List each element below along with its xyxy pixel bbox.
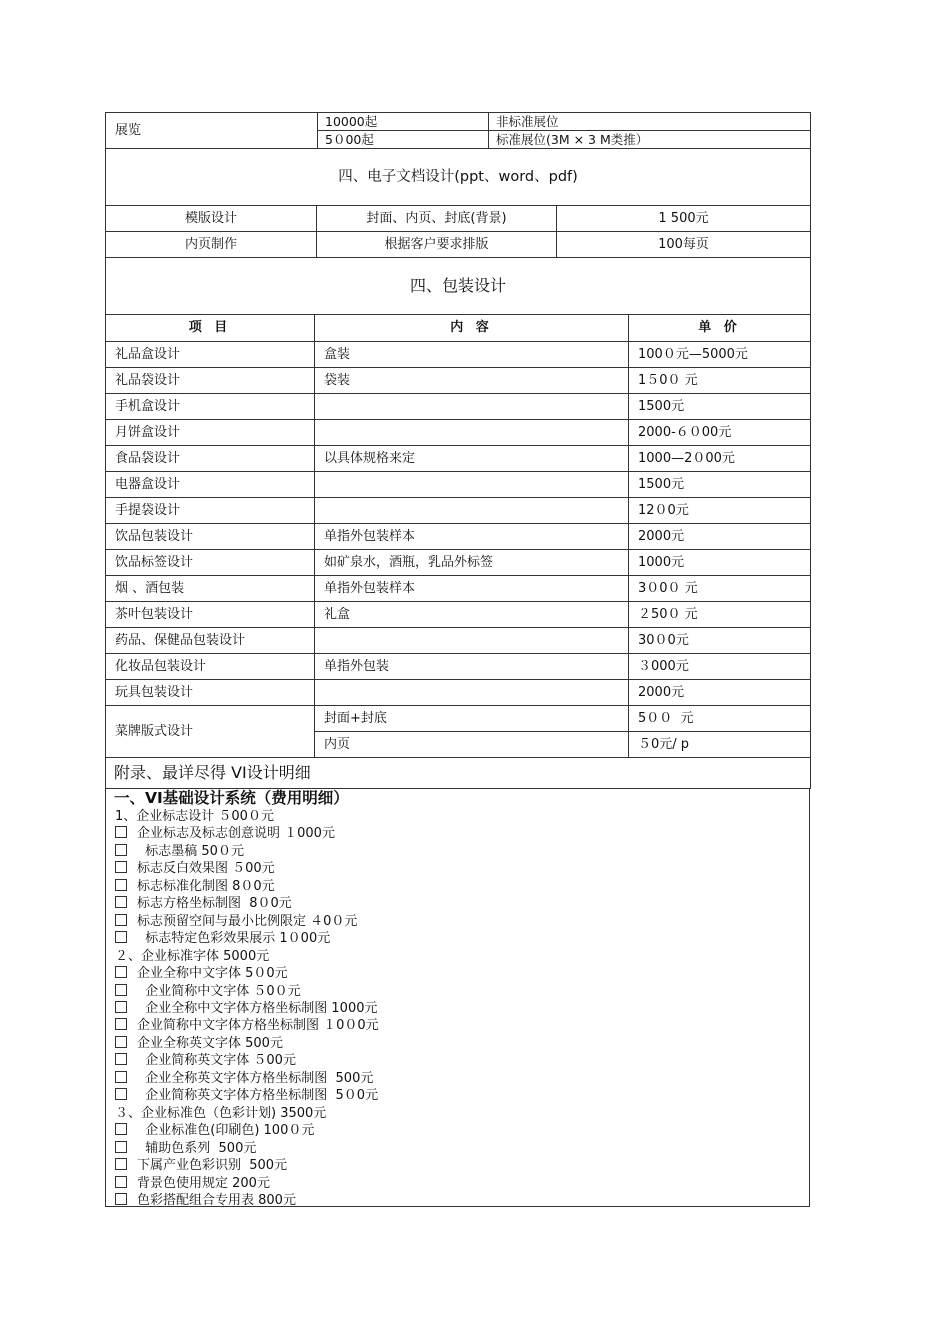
- checkbox-icon: [115, 826, 127, 838]
- packaging-content: 单指外包装样本: [315, 524, 629, 550]
- column-header-content: 内 容: [315, 315, 629, 342]
- section-title-ppt: 四、电子文档设计(ppt、word、pdf): [106, 149, 811, 206]
- table-row: [106, 472, 811, 498]
- checkbox-icon: [115, 1176, 127, 1188]
- list-item-text: 标志预留空间与最小比例限定 ４0０元: [137, 913, 358, 929]
- column-header-price: 单 价: [629, 315, 811, 342]
- vi-detail-list: [105, 789, 810, 1207]
- list-item-text: 色彩搭配组合专用表 800元: [137, 1192, 296, 1208]
- checkbox-icon: [115, 966, 127, 978]
- packaging-item: 饮品包装设计: [106, 524, 315, 550]
- checklist-item: [115, 965, 809, 982]
- document-page: [105, 112, 810, 1207]
- packaging-content: 盒装: [315, 342, 629, 368]
- table-row: [106, 524, 811, 550]
- packaging-content: [315, 680, 629, 706]
- ppt-content: 根据客户要求排版: [317, 232, 557, 258]
- checklist-item: [115, 1140, 809, 1157]
- packaging-price: 1５0０ 元: [629, 368, 811, 394]
- checklist-item: [115, 1122, 809, 1139]
- checkbox-icon: [115, 1071, 127, 1083]
- packaging-price: 1000元: [629, 550, 811, 576]
- list-item-text: 标志墨稿 50０元: [137, 843, 244, 859]
- list-item-text: 1、企业标志设计 ５00０元: [115, 809, 274, 824]
- checkbox-icon: [115, 1193, 127, 1205]
- list-subheading: [115, 948, 809, 965]
- checklist-item: [115, 913, 809, 930]
- packaging-item: 菜牌版式设计: [106, 706, 315, 758]
- packaging-content: [315, 498, 629, 524]
- table-row: [106, 654, 811, 680]
- packaging-item: 烟 、酒包装: [106, 576, 315, 602]
- packaging-content: 以具体规格来定: [315, 446, 629, 472]
- checklist-item: [115, 895, 809, 912]
- list-item-text: 下属产业色彩识别 500元: [137, 1158, 288, 1174]
- checklist-item: [115, 1017, 809, 1034]
- packaging-content: [315, 394, 629, 420]
- packaging-content: 袋装: [315, 368, 629, 394]
- packaging-price: 30０0元: [629, 628, 811, 654]
- table-row: [106, 368, 811, 394]
- checklist-item: [115, 1035, 809, 1052]
- exhibition-table: [105, 112, 811, 149]
- table-row: [106, 498, 811, 524]
- list-item-text: 企业简称中文字体方格坐标制图 １0０0元: [137, 1018, 379, 1034]
- list-item-text: 标志方格坐标制图 8０0元: [137, 896, 292, 912]
- packaging-item: 食品袋设计: [106, 446, 315, 472]
- checklist-item: [115, 1070, 809, 1087]
- list-subheading: [115, 1105, 809, 1122]
- packaging-content: 内页: [315, 732, 629, 758]
- checkbox-icon: [115, 1053, 127, 1065]
- packaging-price: 2000-６０00元: [629, 420, 811, 446]
- packaging-content: 如矿泉水，酒瓶，乳品外标签: [315, 550, 629, 576]
- packaging-content: 单指外包装: [315, 654, 629, 680]
- table-row: [106, 576, 811, 602]
- table-row: [106, 446, 811, 472]
- checklist-item: [115, 1175, 809, 1192]
- checklist-item: [115, 825, 809, 842]
- packaging-price: 1500元: [629, 472, 811, 498]
- checkbox-icon: [115, 1088, 127, 1100]
- packaging-price: 5００ 元: [629, 706, 811, 732]
- packaging-item: 手机盒设计: [106, 394, 315, 420]
- checklist-item: [115, 860, 809, 877]
- checkbox-icon: [115, 1158, 127, 1170]
- packaging-price: ５0元/ p: [629, 732, 811, 758]
- exhibition-price: 10000起: [318, 113, 489, 131]
- exhibition-desc: 标准展位(3M × 3 M类推）: [489, 131, 811, 149]
- packaging-content: 封面+封底: [315, 706, 629, 732]
- packaging-price: 1000—2０00元: [629, 446, 811, 472]
- checklist-item: [115, 878, 809, 895]
- packaging-content: [315, 420, 629, 446]
- packaging-price: 3０0０ 元: [629, 576, 811, 602]
- table-row: [106, 342, 811, 368]
- packaging-content: [315, 628, 629, 654]
- ppt-item: 内页制作: [106, 232, 317, 258]
- checklist-item: [115, 1192, 809, 1209]
- table-row: [106, 680, 811, 706]
- list-item-text: ２、企业标准字体 5000元: [115, 948, 270, 964]
- list-item-text: 企业全称英文字体方格坐标制图 500元: [137, 1070, 374, 1086]
- packaging-item: 礼品袋设计: [106, 368, 315, 394]
- checkbox-icon: [115, 1001, 127, 1013]
- checklist-item: [115, 843, 809, 860]
- checklist-item: [115, 930, 809, 947]
- packaging-item: 药品、保健品包装设计: [106, 628, 315, 654]
- list-item-text: 企业简称中文字体 ５0０元: [137, 983, 301, 999]
- packaging-price: 100０元—5000元: [629, 342, 811, 368]
- checkbox-icon: [115, 1018, 127, 1030]
- packaging-item: 饮品标签设计: [106, 550, 315, 576]
- vi-section-title: 一、VI基础设计系统（费用明细）: [114, 789, 349, 807]
- table-row: [106, 628, 811, 654]
- checklist-item: [115, 1052, 809, 1069]
- ppt-content: 封面、内页、封底(背景): [317, 206, 557, 232]
- exhibition-price: 5０00起: [318, 131, 489, 149]
- packaging-item: 礼品盒设计: [106, 342, 315, 368]
- packaging-price: 12０0元: [629, 498, 811, 524]
- checkbox-icon: [115, 896, 127, 908]
- checkbox-icon: [115, 1123, 127, 1135]
- checkbox-icon: [115, 1141, 127, 1153]
- table-row: [106, 394, 811, 420]
- packaging-content: 单指外包装样本: [315, 576, 629, 602]
- section-title-packaging: 四、包装设计: [106, 258, 811, 315]
- list-item-text: 企业简称英文字体方格坐标制图 5０0元: [137, 1088, 379, 1104]
- checklist-item: [115, 1087, 809, 1104]
- list-item-text: 标志特定色彩效果展示 1０00元: [137, 931, 331, 947]
- list-subheading: [115, 808, 809, 825]
- packaging-price: ３000元: [629, 654, 811, 680]
- packaging-table: [105, 257, 811, 789]
- packaging-item: 电器盒设计: [106, 472, 315, 498]
- checklist-item: [115, 983, 809, 1000]
- checkbox-icon: [115, 984, 127, 996]
- list-item-text: 企业简称英文字体 ５00元: [137, 1053, 296, 1069]
- ppt-item: 模版设计: [106, 206, 317, 232]
- packaging-item: 茶叶包装设计: [106, 602, 315, 628]
- packaging-item: 月饼盒设计: [106, 420, 315, 446]
- packaging-content: 礼盒: [315, 602, 629, 628]
- ppt-price: 1 500元: [557, 206, 811, 232]
- list-item-text: ３、企业标准色（色彩计划) 3500元: [115, 1105, 327, 1121]
- packaging-price: ２50０ 元: [629, 602, 811, 628]
- packaging-item: 玩具包装设计: [106, 680, 315, 706]
- list-item-text: 标志反白效果图 ５00元: [137, 861, 275, 877]
- checklist-item: [115, 1000, 809, 1017]
- ppt-table: [105, 148, 811, 258]
- exhibition-label: 展览: [106, 113, 318, 149]
- list-item-text: 企业全称中文字体方格坐标制图 1000元: [137, 1000, 378, 1016]
- list-item-text: 背景色使用规定 200元: [137, 1175, 270, 1191]
- packaging-price: 2000元: [629, 524, 811, 550]
- packaging-price: 1500元: [629, 394, 811, 420]
- checkbox-icon: [115, 844, 127, 856]
- checkbox-icon: [115, 1036, 127, 1048]
- exhibition-desc: 非标准展位: [489, 113, 811, 131]
- list-item-text: 辅助色系列 500元: [137, 1140, 257, 1156]
- list-item-text: 企业标志及标志创意说明 １000元: [137, 826, 335, 842]
- table-row: [106, 602, 811, 628]
- table-row: [106, 420, 811, 446]
- table-row: [106, 706, 811, 732]
- list-item-text: 企业全称中文字体 5０0元: [137, 966, 288, 982]
- list-item-text: 企业标准色(印刷色) 100０元: [137, 1123, 315, 1139]
- ppt-price: 100每页: [557, 232, 811, 258]
- packaging-item: 化妆品包装设计: [106, 654, 315, 680]
- list-item-text: 企业全称英文字体 500元: [137, 1035, 283, 1051]
- checkbox-icon: [115, 861, 127, 873]
- checkbox-icon: [115, 879, 127, 891]
- table-row: [106, 550, 811, 576]
- annex-title: 附录、最详尽得 VI设计明细: [106, 758, 811, 789]
- packaging-content: [315, 472, 629, 498]
- list-item-text: 标志标准化制图 8０0元: [137, 878, 275, 894]
- packaging-item: 手提袋设计: [106, 498, 315, 524]
- checkbox-icon: [115, 931, 127, 943]
- column-header-item: 项 目: [106, 315, 315, 342]
- packaging-price: 2000元: [629, 680, 811, 706]
- checkbox-icon: [115, 914, 127, 926]
- checklist-item: [115, 1157, 809, 1174]
